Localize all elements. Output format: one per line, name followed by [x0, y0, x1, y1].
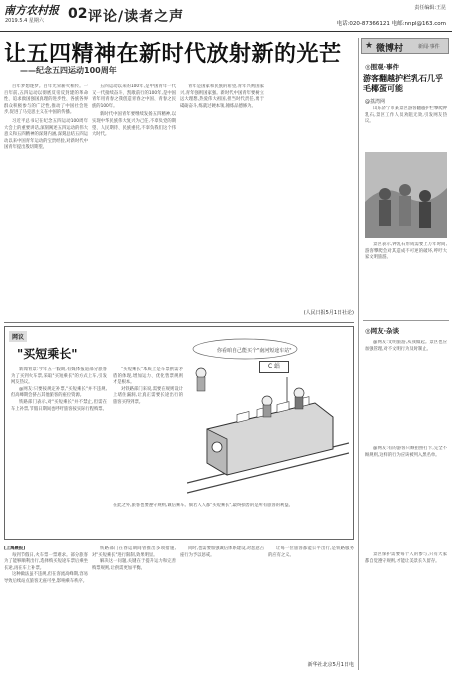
opinion-text-footer: 在此之外,旅客也要遵守规则,诚信乘车。倘若人人都"买短乘长",最终损害的是所有旅客的利益。	[113, 503, 293, 508]
opinion-paragraph: 铁路部门表示,对"买短乘长"并不禁止,但需在车上补票,节假日期间也呼吁旅客按实际行程购票。	[11, 399, 107, 412]
opinion-box	[4, 326, 354, 540]
contact-info: 电话:020-87366121 电邮:nnpl@163.com	[336, 21, 446, 27]
editorial-paragraph: 五四运动以来的100年,是中国青年一代又一代接续奋斗、凯歌前行的100年,是中国青年用青春之我创造青春之中国、青春之民族的100年。	[92, 84, 176, 109]
sidebar-comment: 景区保护需要每个人的参与,只有大家都自觉遵守规则,才能让美景长久留存。	[365, 552, 447, 564]
opinion-paragraph: 对铁路部门来说,需要在规则设计上堵住漏洞,让真正需要长途出行的旅客买得到票。	[113, 386, 183, 405]
sidebar-subtitle: 新闻·事件	[418, 44, 440, 50]
opinion-paragraph: @网友:只要按规定补票,"买短乘长"并不违规,但高峰期会挤占其他旅客的座位资源。	[11, 386, 107, 399]
train-cartoon	[187, 333, 349, 501]
sidebar-caption: 山东济宁市某景区游客翻越护栏攀爬钟乳石,景区工作人员劝阻无效,引发网友热议。	[365, 106, 447, 125]
sidebar-news-text: 景区表示,钟乳石形成需要上万年时间,游客攀爬会对其造成不可逆的破坏,呼吁大家文明旅游。	[365, 242, 447, 261]
cartoon-caption: 你看咱自己能买个"南河短途车站"	[217, 348, 292, 354]
main-subhead: ——纪念五四运动100周年	[20, 66, 117, 75]
bottom-column-1	[4, 546, 88, 670]
opinion-tag: 网议	[9, 331, 27, 342]
page-number: 02	[68, 6, 88, 22]
sidebar-section-title: ◎网友·杂谈	[365, 327, 400, 335]
opinion-text-column	[11, 367, 107, 535]
section-divider	[4, 322, 354, 323]
bottom-paragraph: 这种做法虽不违规,但在客流高峰期,容易导致后续站点旅客无座可坐,影响乘车秩序。	[4, 572, 88, 584]
editorial-paragraph: 百年梦想逐梦。百年光荣薪火相传。一百年前,五四运动以彻底反帝反封建的革命性、追求救国强国真理的进步性、各族各界群众积极参与的广泛性,推动了中国社会进步,促进了马克思主义在中国的传播。	[4, 84, 88, 116]
editorial-paragraph: 新时代中国青年要继续发扬五四精神,以实现中华民族伟大复兴为己任,不辜负党的期望、人民期待、民族重托,不辜负我们这个伟大时代。	[92, 112, 176, 138]
masthead	[0, 0, 452, 32]
crowd-photo-placeholder	[365, 152, 447, 238]
bottom-article	[4, 546, 354, 670]
cartoon-station-sign: C 站	[259, 361, 289, 373]
sidebar-byline: @荔湾网	[365, 99, 386, 105]
bottom-column-3	[180, 546, 264, 670]
editorial-source: (人民日报5月1日社论)	[303, 310, 354, 316]
sidebar-comment: @网友:文明旅游,从我做起。景区也应加强管理,对不文明行为及时制止。	[365, 340, 447, 352]
main-headline: 让五四精神在新时代放射新的光芒	[4, 42, 342, 67]
sidebar-comment: @网友:有的游客只顾拍照打卡,完全不顾规则,这样的行为应该被列入黑名单。	[365, 446, 447, 458]
newspaper-logo: 南方农村报	[4, 4, 59, 17]
bottom-paragraph: 每到节假日,火车票一票难求。部分旅客为了能够顺利出行,选择购买短途车票后乘坐长途,再在车上补票。	[4, 552, 88, 571]
editorial-paragraph: 青年是国家和民族的希望,青年兴则国家兴,青年强则国家强。新时代中国青年要树立远大理想,热爱伟大祖国,担当时代责任,勇于砥砺奋斗,练就过硬本领,锤炼品德修为。	[180, 84, 264, 109]
train-cartoon-drawing	[187, 333, 349, 501]
editorial-body	[4, 84, 354, 318]
bottom-paragraph: 解决这一问题,关键在于提升运力和完善购票规则,让供需更加平衡。	[92, 559, 176, 571]
bottom-article-source-tag: [上海晨报]	[4, 546, 26, 551]
editorial-paragraph: 习近平总书记在纪念五四运动100周年大会上的重要讲话,深刻阐述五四运动的伟大意义和五四精神的深刻内涵,深刻总结五四运动以来中国青年运动的宝贵经验,对新时代中国青年提出殷切期望。	[4, 118, 88, 151]
sidebar-section-title: ◎围观·事件	[365, 63, 400, 71]
bottom-paragraph: 让每一位旅客都能公平出行,是铁路服务的应有之义。	[268, 546, 354, 558]
opinion-paragraph: 新闻背景:今年五一假期,有媒体报道部分旅客为了买到火车票,采取"买短乘长"的方式上车,引发网友热议。	[11, 367, 107, 386]
sidebar-divider	[363, 320, 449, 321]
bottom-paragraph: 同时,也需要加强诚信体系建设,对恶意占座行为予以惩戒。	[180, 546, 264, 558]
bottom-column-2	[92, 546, 176, 670]
issue-date: 2019.5.4 星期六	[5, 18, 44, 24]
bottom-column-4	[268, 546, 354, 670]
editorial-column-1	[4, 84, 88, 318]
opinion-paragraph: "买短乘长"本质上是车票供需矛盾的体现,增加运力、优化售票规则才是根本。	[113, 367, 183, 386]
editorial-column-3	[180, 84, 264, 318]
bottom-source: 新华社北京5月1日电	[307, 662, 354, 668]
sidebar-title: 微博村	[376, 44, 404, 54]
editorial-column-4	[268, 84, 354, 318]
opinion-text-column-2	[113, 367, 183, 487]
opinion-title: "买短乘长"	[17, 347, 78, 361]
sidebar-header	[361, 38, 449, 54]
sidebar-headline: 游客翻越护栏乳石几乎毛椰蛋可能	[363, 74, 443, 93]
star-icon: ★	[365, 41, 374, 51]
weibo-sidebar	[358, 38, 450, 670]
sidebar-news-photo	[365, 152, 447, 238]
editorial-column-2	[92, 84, 176, 318]
editors-line: 责任编辑:王昆	[414, 5, 446, 11]
section-title: 评论/读者之声	[88, 9, 185, 25]
bottom-paragraph: 铁路部门在春运期间曾推出多项措施,对"买短乘长"进行限制,效果明显。	[92, 546, 176, 558]
